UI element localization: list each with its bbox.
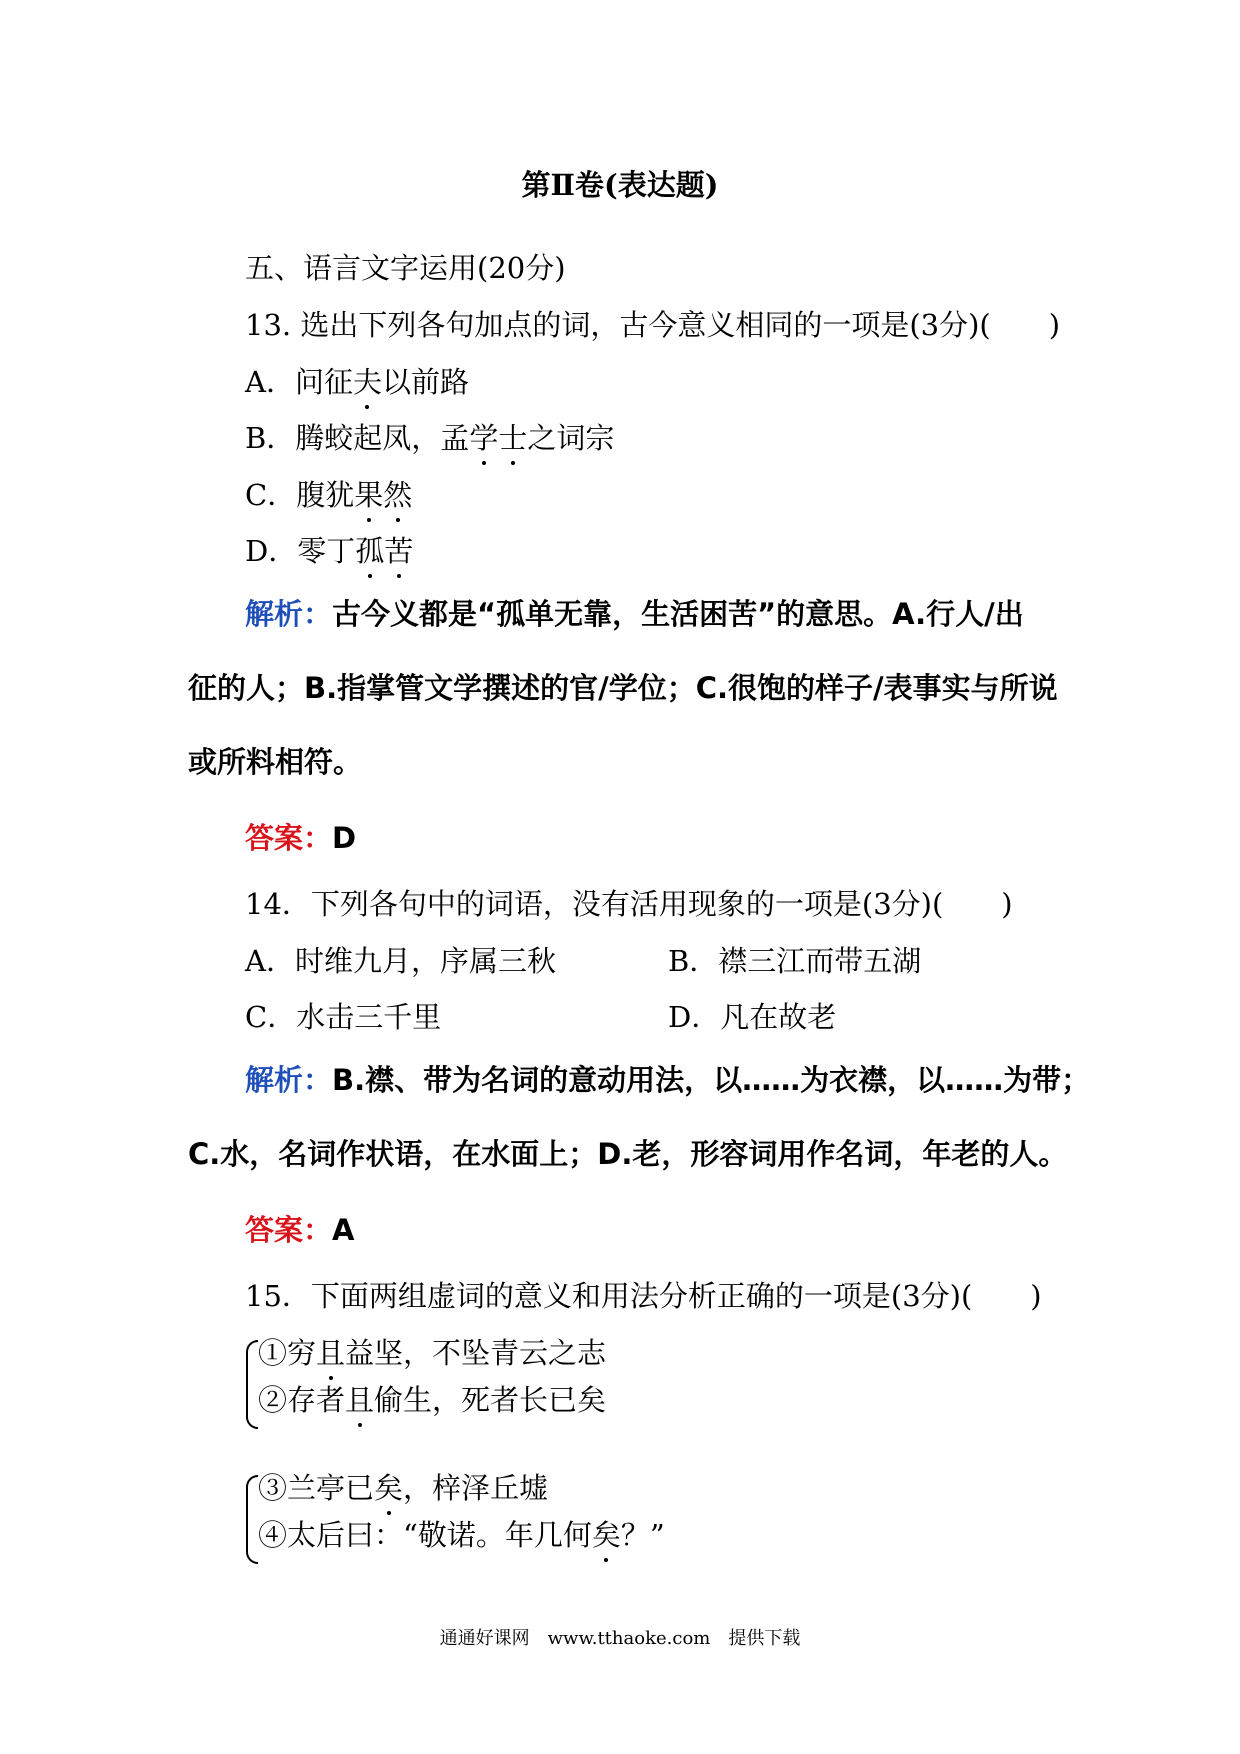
q13-option-a: A．问征夫以前路 xyxy=(245,360,469,401)
left-brace-group-1 xyxy=(246,1340,258,1429)
emphasis-dot-char: 且 xyxy=(316,1331,345,1372)
emphasis-dot-char: 果 xyxy=(354,473,383,514)
q15-sentence-3: ③兰亭已矣，梓泽丘墟 xyxy=(258,1466,548,1507)
emphasis-dot-char: 矣 xyxy=(592,1513,621,1554)
q15-stem: 15．下面两组虚词的意义和用法分析正确的一项是(3分)( ) xyxy=(245,1279,1042,1313)
q14-analysis-line-2: C.水，名词作状语，在水面上；D.老，形容词用作名词，年老的人。 xyxy=(188,1137,1068,1171)
answer-label: 答案： xyxy=(245,821,333,855)
section-heading: 五、语言文字运用(20分) xyxy=(245,251,566,285)
q14-analysis-line-1: 解析：B.襟、带为名词的意动用法，以……为衣襟，以……为带； xyxy=(245,1063,1091,1097)
q13-analysis-line-3: 或所料相符。 xyxy=(188,745,363,779)
q14-stem: 14．下列各句中的词语，没有活用现象的一项是(3分)( ) xyxy=(245,887,1013,921)
emphasis-dot-char: 然 xyxy=(383,473,412,514)
emphasis-dot-char: 学 xyxy=(469,416,498,457)
emphasis-dot-char: 士 xyxy=(498,416,527,457)
page-footer: 通通好课网 www.tthaoke.com 提供下载 xyxy=(439,1628,801,1649)
emphasis-dot-char: 夫 xyxy=(353,360,382,401)
page-title: 第Ⅱ卷(表达题) xyxy=(521,168,719,202)
q15-sentence-1: ①穷且益坚，不坠青云之志 xyxy=(258,1331,606,1372)
emphasis-dot-char: 且 xyxy=(345,1378,374,1419)
q14-answer: 答案：A xyxy=(245,1213,355,1247)
q14-option-c: C．水击三千里 xyxy=(245,1000,442,1034)
q13-option-c: C．腹犹果然 xyxy=(245,473,412,514)
q13-option-b: B．腾蛟起凤，孟学士之词宗 xyxy=(245,416,614,457)
emphasis-dot-char: 苦 xyxy=(384,529,413,570)
q13-analysis-line-1: 解析：古今义都是“孤单无靠，生活困苦”的意思。A.行人/出 xyxy=(245,597,1024,631)
q13-stem: 13. 选出下列各句加点的词，古今意义相同的一项是(3分)( ) xyxy=(245,308,1061,342)
left-brace-group-2 xyxy=(246,1475,258,1564)
q15-sentence-2: ②存者且偷生，死者长已矣 xyxy=(258,1378,606,1419)
q13-option-d: D．零丁孤苦 xyxy=(245,529,413,570)
analysis-label: 解析： xyxy=(245,1063,333,1097)
analysis-label: 解析： xyxy=(245,597,333,631)
answer-label: 答案： xyxy=(245,1213,333,1247)
q14-option-d: D．凡在故老 xyxy=(668,1000,837,1034)
q15-sentence-4: ④太后曰：“敬诺。年几何矣？” xyxy=(258,1513,665,1554)
emphasis-dot-char: 孤 xyxy=(355,529,384,570)
q14-option-a: A．时维九月，序属三秋 xyxy=(245,944,556,978)
emphasis-dot-char: 矣 xyxy=(374,1466,403,1507)
q13-answer: 答案：D xyxy=(245,821,357,855)
q14-option-b: B．襟三江而带五湖 xyxy=(668,944,922,978)
q13-analysis-line-2: 征的人；B.指掌管文学撰述的官/学位；C.很饱的样子/表事实与所说 xyxy=(188,671,1058,705)
